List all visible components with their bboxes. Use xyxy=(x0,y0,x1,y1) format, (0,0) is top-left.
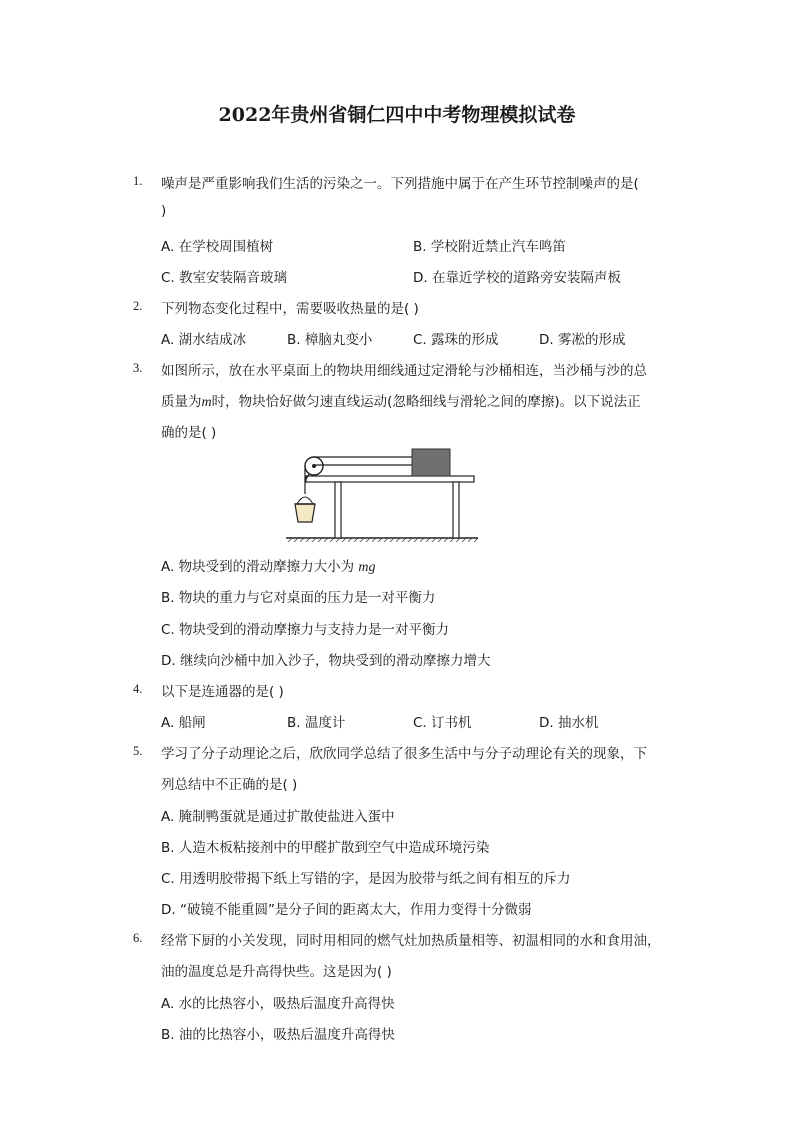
question-stem-line: 质量为m时，物块恰好做匀速直线运动(忽略细线与滑轮之间的摩擦)。以下说法正 xyxy=(161,394,641,410)
option-b: B. 温度计 xyxy=(287,715,346,731)
question-stem-line: 以下是连通器的是( ) xyxy=(161,684,284,700)
option-d: D. 继续向沙桶中加入沙子，物块受到的滑动摩擦力增大 xyxy=(161,653,491,669)
option-b: B. 油的比热容小，吸热后温度升高得快 xyxy=(161,1027,395,1043)
option-c: C. 教室安装隔音玻璃 xyxy=(161,270,288,286)
table-leg-left xyxy=(335,482,341,538)
question-number: 4. xyxy=(133,682,143,696)
table-top xyxy=(306,476,474,482)
option-b: B. 物块的重力与它对桌面的压力是一对平衡力 xyxy=(161,590,436,606)
question-stem-line: 经常下厨的小关发现，同时用相同的燃气灶加热质量相等、初温相同的水和食用油， xyxy=(161,933,661,949)
question-stem-line: 学习了分子动理论之后，欣欣同学总结了很多生活中与分子动理论有关的现象，下 xyxy=(161,746,647,762)
option-c: C. 物块受到的滑动摩擦力与支持力是一对平衡力 xyxy=(161,622,450,638)
option-a: A. 船闸 xyxy=(161,715,206,731)
option-a: A. 腌制鸭蛋就是通过扩散使盐进入蛋中 xyxy=(161,809,395,825)
option-b: B. 学校附近禁止汽车鸣笛 xyxy=(413,239,566,255)
option-d: D. 在靠近学校的道路旁安装隔声板 xyxy=(413,270,621,286)
question-number: 2. xyxy=(133,299,143,313)
table-leg-right xyxy=(453,482,459,538)
question-number: 3. xyxy=(133,361,143,375)
question-number: 5. xyxy=(133,744,143,758)
variable-m: m xyxy=(201,395,212,410)
option-c: C. 订书机 xyxy=(413,715,472,731)
question-stem-line: 噪声是严重影响我们生活的污染之一。下列措施中属于在产生环节控制噪声的是( xyxy=(161,176,639,192)
pulley-table-figure xyxy=(282,442,482,542)
option-a: A. 在学校周围植树 xyxy=(161,239,274,255)
question-stem-line: 列总结中不正确的是( ) xyxy=(161,777,298,793)
option-a: A. 湖水结成冰 xyxy=(161,332,247,348)
variable-mg: mg xyxy=(358,560,376,575)
option-c: C. 露珠的形成 xyxy=(413,332,499,348)
question-stem-line: ) xyxy=(161,203,167,219)
question-number: 1. xyxy=(133,174,143,188)
option-b: B. 樟脑丸变小 xyxy=(287,332,373,348)
question-stem-line: 下列物态变化过程中，需要吸收热量的是( ) xyxy=(161,301,419,317)
option-a: A. 物块受到的滑动摩擦力大小为 mg xyxy=(161,559,376,575)
question-stem-line: 确的是( ) xyxy=(161,425,217,441)
bucket-handle xyxy=(297,497,313,504)
option-d: D. 抽水机 xyxy=(539,715,599,731)
option-c: C. 用透明胶带揭下纸上写错的字，是因为胶带与纸之间有相互的斥力 xyxy=(161,871,571,887)
option-a: A. 水的比热容小，吸热后温度升高得快 xyxy=(161,996,395,1012)
block xyxy=(412,449,450,476)
sand-bucket xyxy=(295,504,315,522)
option-d: D. 雾凇的形成 xyxy=(539,332,626,348)
question-stem-line: 如图所示，放在水平桌面上的物块用细线通过定滑轮与沙桶相连，当沙桶与沙的总 xyxy=(161,363,647,379)
question-stem-line: 油的温度总是升高得快些。这是因为( ) xyxy=(161,964,392,980)
option-b: B. 人造木板粘接剂中的甲醛扩散到空气中造成环境污染 xyxy=(161,840,490,856)
question-number: 6. xyxy=(133,931,143,945)
page-title: 2022年贵州省铜仁四中中考物理模拟试卷 xyxy=(218,104,576,126)
option-d: D. “破镜不能重圆”是分子间的距离太大，作用力变得十分微弱 xyxy=(161,902,532,918)
